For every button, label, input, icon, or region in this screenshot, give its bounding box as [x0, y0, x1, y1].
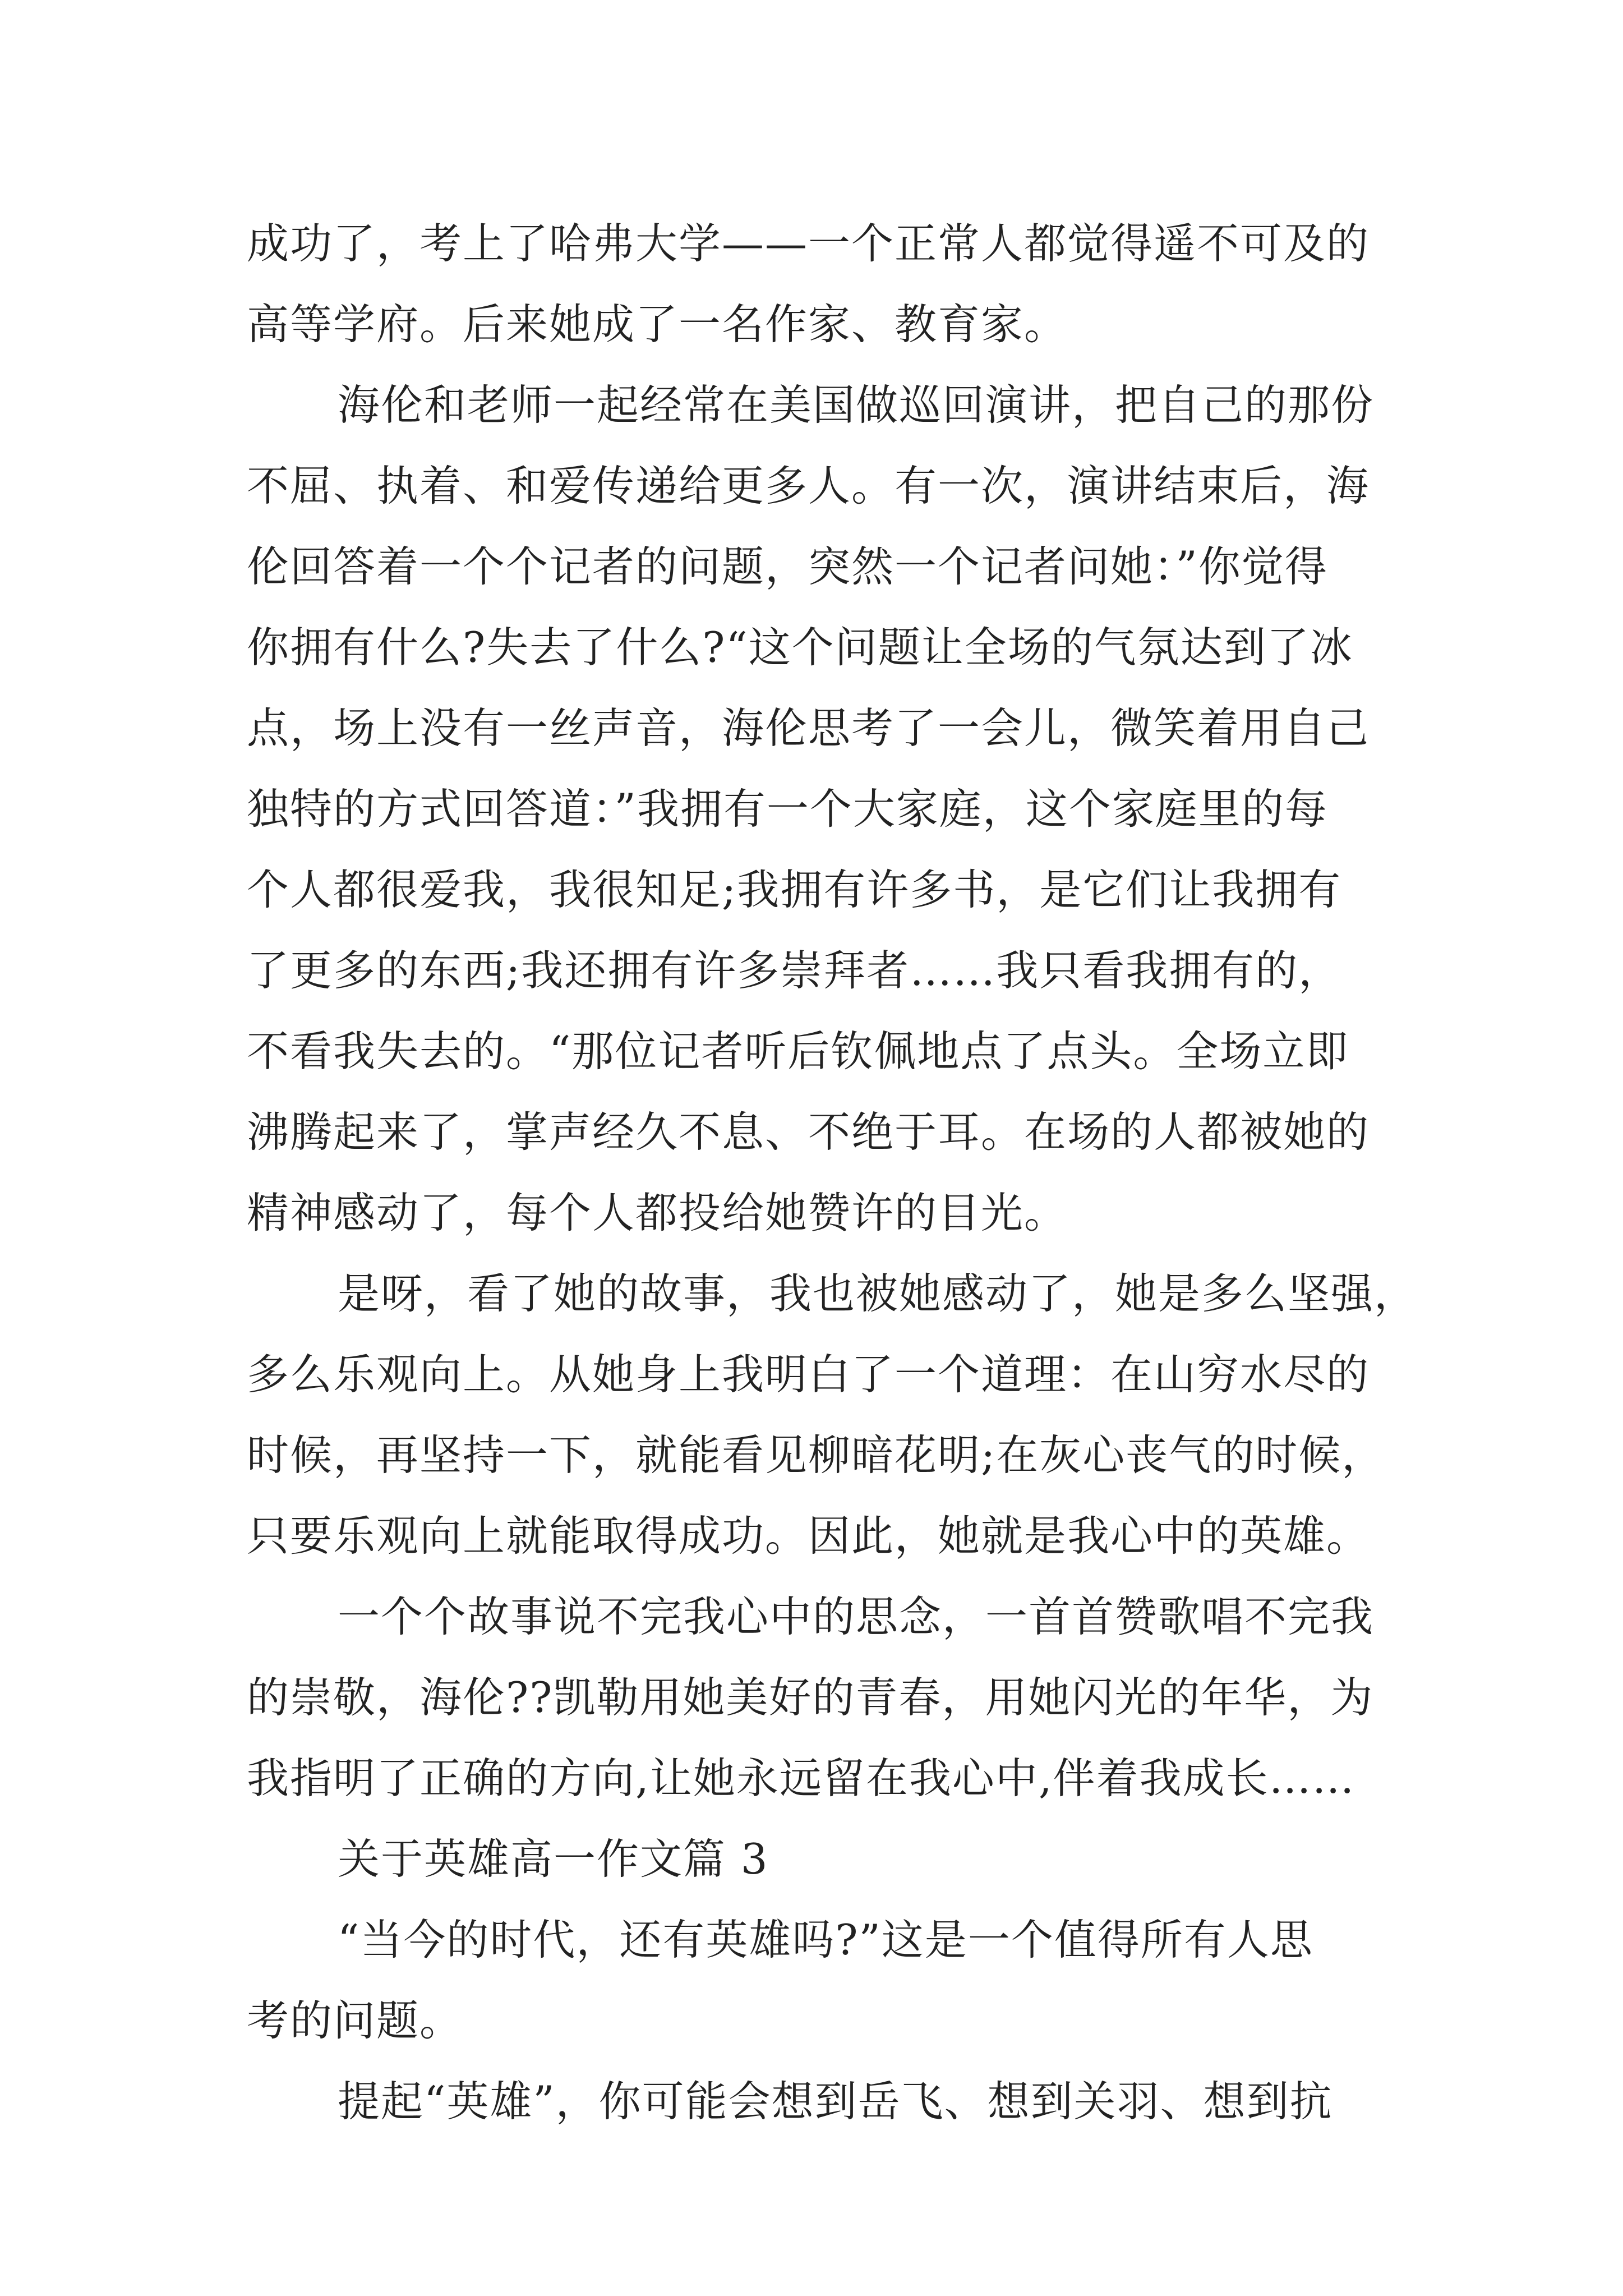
text-line: 时候，再坚持一下，就能看见柳暗花明;在灰心丧气的时候，: [247, 1430, 1385, 1480]
document-body: [247, 203, 1418, 2142]
text-line: 你拥有什么?失去了什么?“这个问题让全场的气氛达到了冰: [247, 623, 1353, 672]
text-line: 成功了，考上了哈弗大学——一个正常人都觉得遥不可及的: [247, 219, 1370, 268]
paragraph-start-line: 是呀，看了她的故事，我也被她感动了，她是多么坚强，: [338, 1269, 1418, 1318]
text-line: 不看我失去的。“那位记者听后钦佩地点了点头。全场立即: [247, 1027, 1349, 1076]
text-line: 我指明了正确的方向,让她永远留在我心中,伴着我成长……: [247, 1754, 1355, 1803]
text-line: 点，场上没有一丝声音，海伦思考了一会儿，微笑着用自己: [247, 703, 1370, 753]
section-heading: 关于英雄高一作文篇 3: [338, 1834, 769, 1884]
text-line: 个人都很爱我，我很知足;我拥有许多书，是它们让我拥有: [247, 865, 1342, 914]
text-line: 的崇敬，海伦??凯勒用她美好的青春，用她闪光的年华，为: [247, 1673, 1374, 1722]
text-line: 独特的方式回答道：”我拥有一个大家庭，这个家庭里的每: [247, 784, 1328, 834]
text-line: 多么乐观向上。从她身上我明白了一个道理：在山穷水尽的: [247, 1350, 1370, 1399]
text-line: 只要乐观向上就能取得成功。因此，她就是我心中的英雄。: [247, 1511, 1370, 1561]
paragraph-start-line: 海伦和老师一起经常在美国做巡回演讲，把自己的那份: [338, 380, 1375, 430]
text-line: 精神感动了，每个人都投给她赞许的目光。: [247, 1188, 1068, 1237]
text-line: 了更多的东西;我还拥有许多崇拜者……我只看我拥有的，: [247, 946, 1342, 995]
text-line: 沸腾起来了，掌声经久不息、不绝于耳。在场的人都被她的: [247, 1107, 1370, 1157]
text-line: 不屈、执着、和爱传递给更多人。有一次，演讲结束后，海: [247, 461, 1370, 510]
text-line: 伦回答着一个个记者的问题，突然一个记者问她：”你觉得: [247, 542, 1328, 591]
text-line: 考的问题。: [247, 1996, 463, 2045]
paragraph-start-line: 一个个故事说不完我心中的思念，一首首赞歌唱不完我: [338, 1592, 1375, 1641]
paragraph-start-line: 提起“英雄”，你可能会想到岳飞、想到关羽、想到抗: [338, 2077, 1333, 2126]
paragraph-start-line: “当今的时代，还有英雄吗?”这是一个值得所有人思: [338, 1915, 1313, 1964]
text-line: 高等学府。后来她成了一名作家、教育家。: [247, 300, 1068, 349]
